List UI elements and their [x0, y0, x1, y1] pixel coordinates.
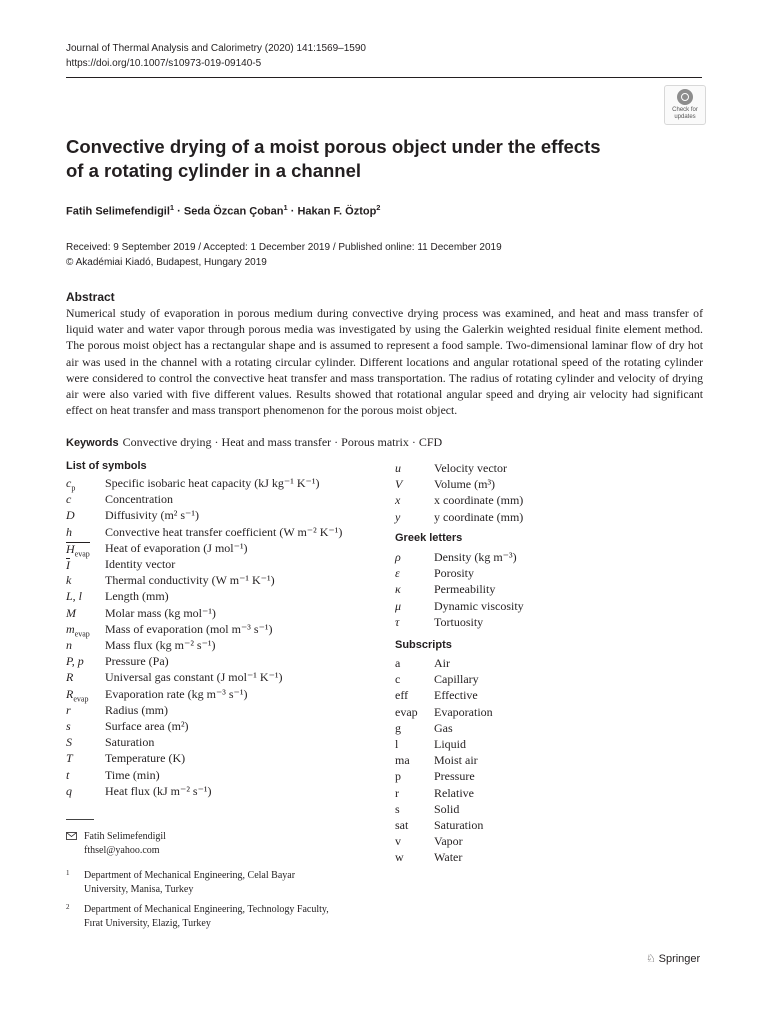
symbol: $m_{evap}$: [66, 621, 90, 639]
symbol-description: Radius (mm): [105, 702, 168, 717]
publisher-name: Springer: [658, 953, 701, 965]
journal-citation: Journal of Thermal Analysis and Calorimetry (2020) 141:1569–1590: [66, 43, 366, 54]
symbol: s: [395, 801, 400, 816]
symbol-description: Water: [434, 850, 463, 865]
symbol: T: [66, 751, 73, 766]
symbol-description: Molar mass (kg mol⁻¹): [105, 605, 216, 620]
symbol-description: Moist air: [434, 753, 478, 768]
symbol: $R_{evap}$: [66, 686, 89, 703]
springer-horse-icon: ♘: [646, 953, 656, 965]
symbol: c: [66, 492, 72, 507]
symbol: ma: [395, 753, 410, 768]
symbol-description: Volume (m³): [434, 477, 496, 492]
affiliation-1: Department of Mechanical Engineering, Celal Bayar University, Manisa, Turkey: [84, 870, 296, 895]
symbol-description: Heat of evaporation (J mol⁻¹): [105, 540, 248, 555]
symbol-description: Vapor: [434, 834, 463, 849]
symbol-description: Velocity vector: [434, 461, 507, 475]
check-for-updates-badge[interactable]: [664, 85, 706, 125]
symbol: ρ: [395, 550, 401, 564]
symbol-description: Universal gas constant (J mol⁻¹ K⁻¹): [105, 670, 283, 685]
symbol-description: Gas: [434, 720, 453, 735]
badge-label: Check for updates: [672, 107, 698, 120]
symbol-description: Convective heat transfer coefficient (W m⁻² K⁻¹): [105, 524, 343, 539]
symbol-description: Effective: [434, 688, 478, 703]
symbol: P, p: [66, 654, 84, 669]
symbol: v: [395, 834, 401, 849]
symbol-subscript: p: [71, 483, 76, 493]
history-dates: Received: 9 September 2019 / Accepted: 1 December 2019 / Published online: 11 December 2019: [66, 242, 502, 253]
symbol-description: Mass of evaporation (mol m⁻³ s⁻¹): [105, 621, 273, 636]
symbol-subscript: evap: [74, 549, 90, 559]
author-list: Fatih Selimefendigil$^1$ · Seda Özcan Çoban$^1$ · Hakan F. Öztop$^2$: [66, 203, 381, 218]
symbol-description: Concentration: [105, 492, 173, 507]
symbol-description: Mass flux (kg m⁻² s⁻¹): [105, 638, 216, 652]
publication-dates: [66, 240, 502, 270]
symbol-description: Heat flux (kJ m⁻² s⁻¹): [105, 783, 212, 798]
symbol-description: Temperature (K): [105, 751, 186, 766]
symbol-description: Porosity: [434, 566, 475, 581]
corresponding-author-name: Fatih Selimefendigil: [84, 831, 166, 842]
symbol-description: Liquid: [434, 737, 466, 751]
symbol-description: Pressure (Pa): [105, 654, 169, 669]
symbol-description: y coordinate (mm): [434, 509, 524, 524]
affiliation-2: Department of Mechanical Engineering, Technology Faculty, Fırat University, Elazig, Turkey: [84, 904, 329, 929]
symbol-description: Relative: [434, 785, 474, 800]
symbol: I: [66, 558, 70, 572]
symbol: n: [66, 638, 72, 652]
abstract-heading: Abstract: [66, 290, 115, 304]
symbol: r: [395, 785, 399, 800]
article-title: Convective drying of a moist porous object under the effects of a rotating cylinder in a channel: [66, 136, 601, 181]
symbol-description: Thermal conductivity (W m⁻¹ K⁻¹): [105, 573, 275, 588]
symbol-description: Diffusivity (m² s⁻¹): [105, 508, 199, 523]
symbol: u: [395, 461, 411, 475]
corresponding-author-email[interactable]: fthsel@yahoo.com: [84, 844, 160, 856]
symbol: q: [66, 783, 72, 798]
symbol: eff: [395, 688, 409, 703]
greek-letters-heading: Greek letters: [395, 532, 463, 544]
symbol: y: [395, 509, 401, 524]
symbol-description: Tortuosity: [434, 614, 484, 629]
symbol-description: Permeability: [434, 582, 496, 597]
doi-link[interactable]: https://doi.org/10.1007/s10973-019-09140-5: [66, 58, 262, 69]
affiliation-mark: 2: [376, 203, 381, 212]
symbol-description: Saturation: [105, 735, 155, 750]
symbol: $H_{evap}$: [66, 541, 90, 559]
symbol-subscript: evap: [73, 693, 89, 703]
symbol: t: [66, 767, 70, 782]
symbol-description: Density (kg m⁻³): [434, 550, 517, 564]
symbol: D: [66, 508, 75, 523]
symbol-description: Evaporation rate (kg m⁻³ s⁻¹): [105, 686, 248, 701]
symbol: s: [66, 719, 71, 733]
affiliation-mark: 1: [283, 203, 288, 212]
symbol: c: [395, 672, 401, 687]
keywords-heading: Keywords: [66, 437, 119, 449]
symbol: k: [66, 573, 72, 588]
author-name[interactable]: Fatih Selimefendigil: [66, 205, 170, 218]
affiliation-number: 1: [66, 869, 70, 877]
symbol: h: [66, 524, 72, 539]
check-for-updates-icon: [677, 89, 693, 105]
symbol-description: Solid: [434, 801, 460, 816]
keywords-line: [66, 435, 442, 450]
symbol: a: [395, 656, 401, 670]
symbol: r: [66, 702, 71, 717]
symbol: x: [395, 493, 401, 508]
author-name[interactable]: Seda Özcan Çoban: [183, 205, 284, 218]
symbol: $c_p$: [66, 476, 76, 493]
symbol-description: Capillary: [434, 672, 479, 687]
list-of-symbols-heading: List of symbols: [66, 460, 147, 472]
symbol: R: [66, 670, 74, 685]
keywords-list: Convective drying · Heat and mass transfer · Porous matrix · CFD: [122, 435, 443, 449]
symbol: l: [395, 737, 399, 751]
symbol: w: [395, 850, 404, 865]
symbol: evap: [395, 704, 418, 719]
symbol: p: [395, 769, 401, 784]
symbol-subscript: evap: [74, 629, 90, 639]
symbol-description: Length (mm): [105, 589, 169, 604]
symbol: μ: [395, 598, 402, 613]
symbol-description: Saturation: [434, 818, 484, 832]
symbol: V: [395, 477, 403, 492]
symbol-description: Air: [434, 656, 450, 670]
author-name[interactable]: Hakan F. Öztop: [297, 205, 377, 218]
copyright-line: © Akadémiai Kiadó, Budapest, Hungary 2019: [66, 257, 267, 268]
corresponding-author: [84, 830, 166, 857]
header-rule: [66, 77, 702, 78]
symbol: κ: [395, 582, 401, 597]
symbol: g: [395, 720, 401, 735]
affiliation-mark: 1: [169, 203, 175, 212]
symbol: ε: [395, 566, 400, 581]
symbol: τ: [395, 614, 400, 629]
footnote-rule: [66, 819, 94, 820]
abstract-text: Numerical study of evaporation in porous medium during convective drying process was examined, and heat and mass transfer of liquid water and water vapor through porous media was investigated by using the Galerkin weighted residual finite element method. The porous moist object has a rectangular shape and is assumed to represent a food sample. Two-dimensional laminar flow of dry hot air was used in the channel with a rotating circular cylinder. Different locations and angular rotational speed of the rotating cylinder were considered to control the convective heat transfer and mass transportation. The radius of rotating cylinder and velocity of drying air were also varied with five different values. Results showed that rotational angular speed and drying air velocity had significant effect on heat transfer and mass transport phenomenon for the porous moist object.: [66, 306, 703, 418]
symbol: L, l: [66, 589, 83, 604]
symbol-description: Time (min): [105, 767, 160, 782]
envelope-icon: [66, 832, 77, 840]
affiliation-number: 2: [66, 903, 70, 911]
symbol-description: Identity vector: [105, 557, 176, 571]
symbol: sat: [395, 818, 409, 832]
symbol: M: [66, 605, 76, 620]
symbol-description: Specific isobaric heat capacity (kJ kg⁻¹ K⁻¹): [105, 476, 320, 490]
symbol-description: Surface area (m²): [105, 719, 189, 733]
symbol: S: [66, 735, 72, 750]
publisher-logo: [646, 952, 700, 965]
symbol-description: x coordinate (mm): [434, 493, 524, 508]
symbol-description: Pressure: [434, 769, 475, 784]
journal-header: [66, 41, 366, 71]
symbol-description: Evaporation: [434, 704, 493, 719]
subscripts-heading: Subscripts: [395, 639, 452, 651]
symbol-description: Dynamic viscosity: [434, 598, 524, 613]
